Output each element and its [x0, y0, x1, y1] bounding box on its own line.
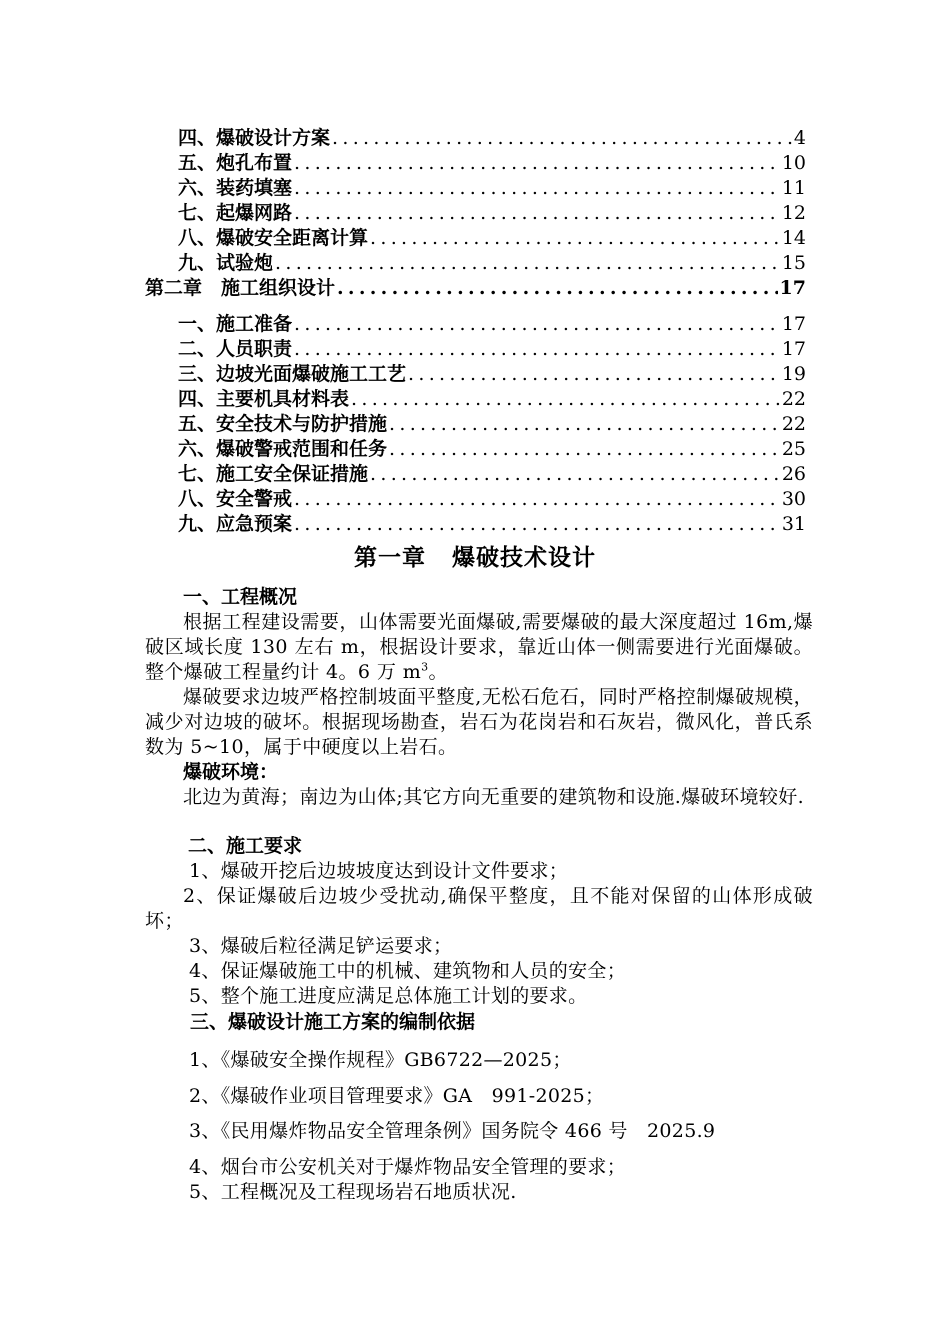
list-item: 1、爆破开挖后边坡坡度达到设计文件要求；: [189, 860, 569, 882]
toc-leader-dots: [294, 201, 780, 226]
toc-entry-label: 三、边坡光面爆破施工工艺: [178, 363, 407, 385]
list-item: 3、《民用爆炸物品安全管理条例》国务院令 466 号 2025.9: [189, 1120, 716, 1142]
toc-entry-label: 五、炮孔布置: [178, 152, 293, 174]
toc-entry-page: 17: [781, 313, 806, 335]
list-item: 3、爆破后粒径满足铲运要求；: [189, 935, 453, 957]
toc-entry-page: 15: [781, 252, 806, 274]
toc-leader-dots: [332, 126, 792, 151]
toc-entry-label: 一、施工准备: [178, 313, 293, 335]
chapter-number: 第一章: [354, 545, 426, 571]
toc-leader-dots: [351, 387, 780, 412]
toc-entry[interactable]: [178, 226, 806, 251]
toc-leader-dots: [294, 151, 780, 176]
toc-entry-page: 19: [781, 363, 806, 385]
toc-entry-label: 二、人员职责: [178, 338, 293, 360]
toc-entry-page: 17: [781, 338, 806, 360]
toc-entry-label: 七、施工安全保证措施: [178, 463, 369, 485]
list-item: 2、保证爆破后边坡少受扰动,确保平整度，且不能对保留的山体形成破坏；: [145, 885, 813, 932]
list-item: 4、烟台市公安机关对于爆炸物品安全管理的要求；: [189, 1156, 626, 1178]
toc-leader-dots: [389, 437, 780, 462]
paragraph: 北边为黄海；南边为山体;其它方向无重要的建筑物和设施.爆破环境较好.: [183, 786, 805, 808]
section-heading: 二、施工要求: [188, 835, 303, 857]
section-heading: 三、爆破设计施工方案的编制依据: [190, 1011, 476, 1033]
toc-entry-page: 22: [781, 413, 806, 435]
paragraph-text: 根据工程建设需要，山体需要光面爆破,需要爆破的最大深度超过 16m,爆破区域长度 130 左右 m，根据设计要求，靠近山体一侧需要进行光面爆破。整个爆破工程量约计 4。6 万 m: [145, 611, 813, 683]
toc-entry-label: 第二章 施工组织设计: [145, 277, 336, 299]
toc-chapter-entry[interactable]: [145, 276, 806, 301]
toc-entry-page: 22: [781, 388, 806, 410]
toc-entry-page: 11: [781, 177, 806, 199]
toc-entry-page: 4: [793, 127, 806, 149]
toc-entry-page: 12: [781, 202, 806, 224]
paragraph: 爆破要求边坡严格控制坡面平整度,无松石危石，同时严格控制爆破规模，减少对边坡的破坏。根据现场勘查，岩石为花岗岩和石灰岩，微风化，普氏系数为 5~10，属于中硬度以上岩石。: [145, 686, 813, 758]
toc-entry-page: 25: [781, 438, 806, 460]
list-item: 5、工程概况及工程现场岩石地质状况.: [189, 1181, 517, 1203]
toc-entry[interactable]: [178, 512, 806, 537]
toc-entry-label: 八、爆破安全距离计算: [178, 227, 369, 249]
toc-leader-dots: [275, 251, 780, 276]
toc-leader-dots: [389, 412, 780, 437]
toc-entry[interactable]: [178, 412, 806, 437]
toc-entry-label: 七、起爆网路: [178, 202, 293, 224]
toc-entry[interactable]: [178, 251, 806, 276]
subheading: 爆破环境：: [183, 761, 279, 783]
toc-entry-label: 六、爆破警戒范围和任务: [178, 438, 388, 460]
toc-leader-dots: [408, 362, 780, 387]
toc-entry-page: 26: [781, 463, 806, 485]
list-item: 2、《爆破作业项目管理要求》GA 991-2025；: [189, 1085, 605, 1107]
toc-entry[interactable]: [178, 176, 806, 201]
toc-entry-page: 31: [781, 513, 806, 535]
toc-entry-page: 14: [781, 227, 806, 249]
toc-entry-page: 30: [781, 488, 806, 510]
toc-entry-label: 八、安全警戒: [178, 488, 293, 510]
toc-entry-label: 五、安全技术与防护措施: [178, 413, 388, 435]
toc-entry-label: 九、应急预案: [178, 513, 293, 535]
toc-leader-dots: [294, 487, 780, 512]
toc-entry-label: 四、爆破设计方案: [178, 127, 331, 149]
superscript: 3: [421, 660, 429, 674]
list-item: 1、《爆破安全操作规程》GB6722—2025；: [189, 1049, 572, 1071]
toc-leader-dots: [370, 226, 780, 251]
toc-entry[interactable]: [178, 362, 806, 387]
toc-leader-dots: [294, 337, 780, 362]
toc-entry[interactable]: [178, 201, 806, 226]
paragraph: [145, 610, 813, 685]
toc-entry[interactable]: [178, 462, 806, 487]
toc-entry[interactable]: [178, 151, 806, 176]
toc-entry[interactable]: [178, 126, 806, 151]
toc-leader-dots: [294, 512, 780, 537]
section-heading: 一、工程概况: [183, 586, 298, 608]
chapter-title-text: 爆破技术设计: [452, 545, 596, 571]
chapter-title: [0, 542, 950, 574]
toc-entry[interactable]: [178, 387, 806, 412]
paragraph-end: 。: [428, 661, 448, 683]
toc-leader-dots: [370, 462, 780, 487]
toc-entry-label: 六、装药填塞: [178, 177, 293, 199]
toc-entry[interactable]: [178, 337, 806, 362]
toc-leader-dots: [294, 312, 780, 337]
toc-entry[interactable]: [178, 312, 806, 337]
list-item: 4、保证爆破施工中的机械、建筑物和人员的安全；: [189, 960, 626, 982]
toc-leader-dots: [294, 176, 780, 201]
toc-entry[interactable]: [178, 437, 806, 462]
list-item: 5、整个施工进度应满足总体施工计划的要求。: [189, 985, 588, 1007]
toc-entry-label: 九、试验炮: [178, 252, 274, 274]
toc-leader-dots: [337, 276, 778, 301]
toc-entry-page: 10: [781, 152, 806, 174]
toc-entry-page: 17: [779, 277, 806, 299]
toc-entry[interactable]: [178, 487, 806, 512]
toc-entry-label: 四、主要机具材料表: [178, 388, 350, 410]
